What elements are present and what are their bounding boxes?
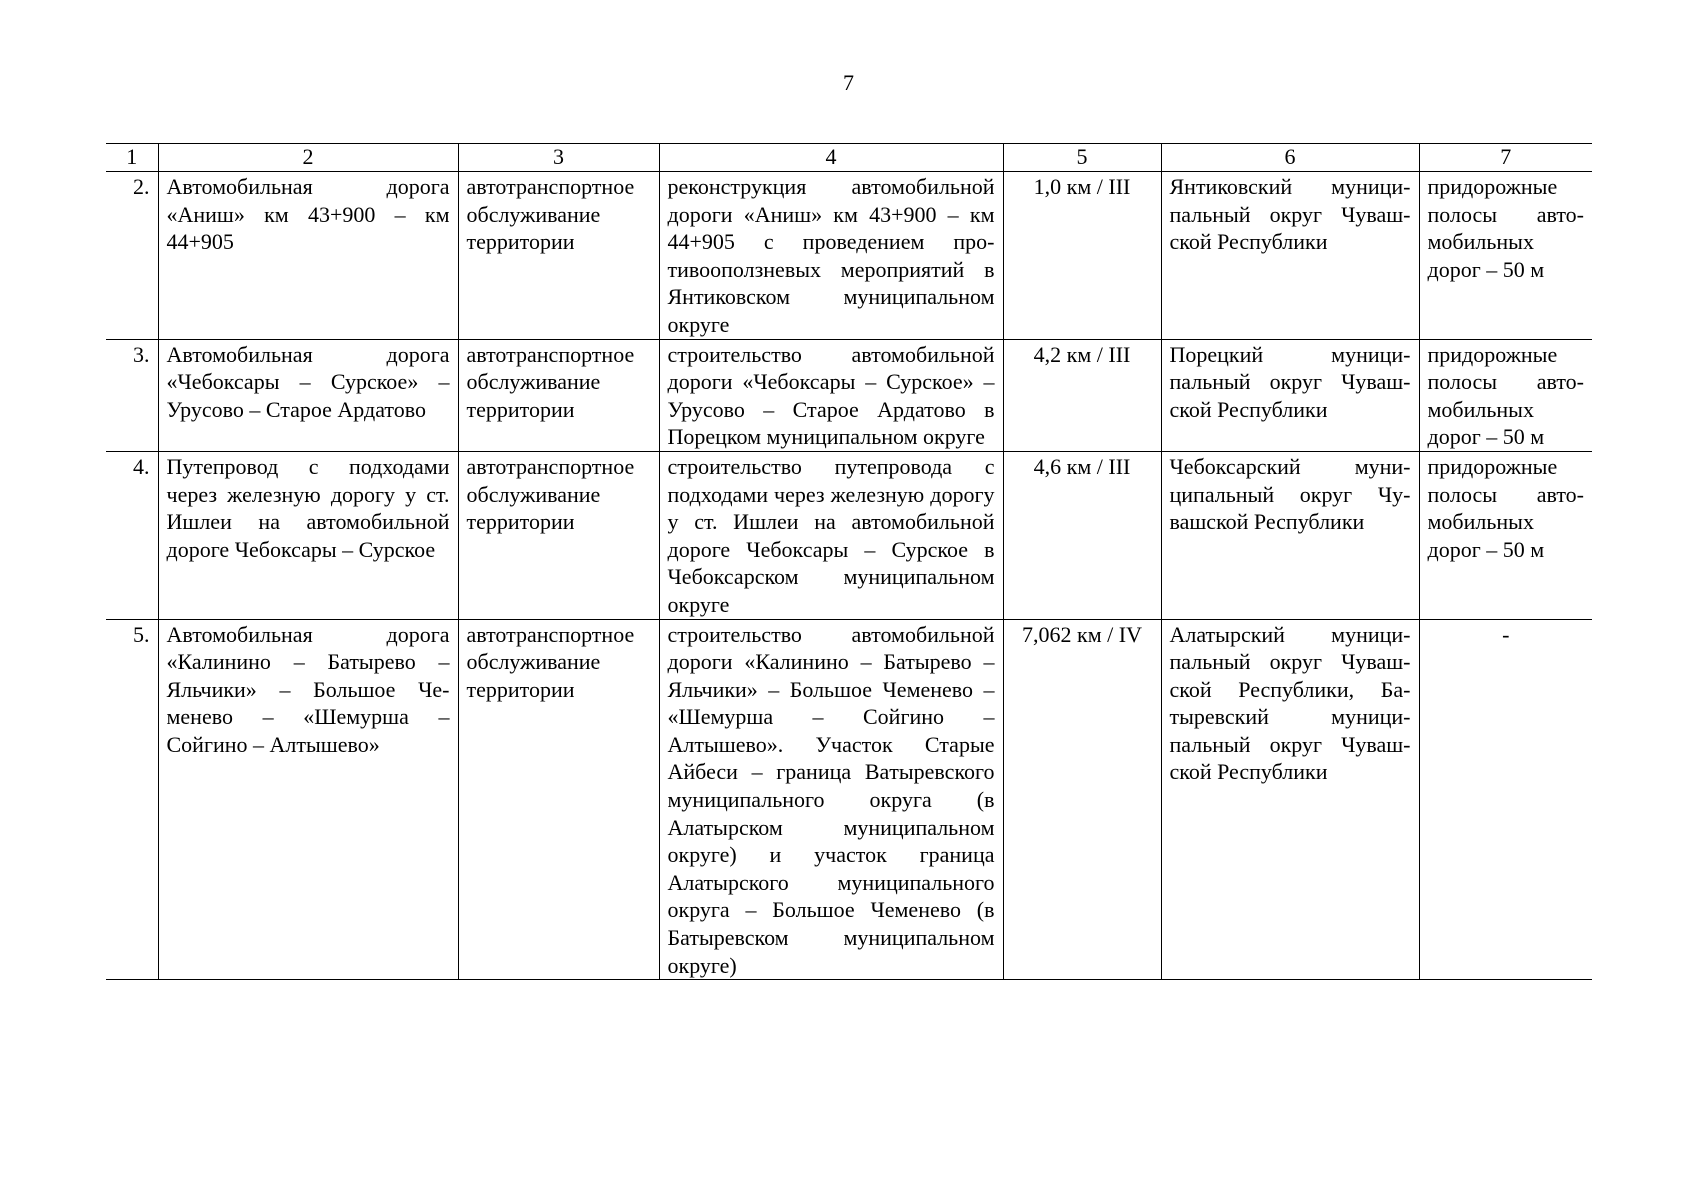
object-name: Автомобильная дорога «Чебоксары – Сурское» – Урусово – Старое Ардатово <box>158 339 458 451</box>
object-zone: придорожные полосы автомобильных дорог – 50 м <box>1419 172 1592 340</box>
object-location: Алатырский муниципальный округ Чувашской Республики, Батыревский муниципальный округ Чувашской Республики <box>1161 619 1419 980</box>
table-row <box>106 619 1592 980</box>
column-header: 5 <box>1003 144 1161 172</box>
object-purpose: автотранспортное обслуживание территории <box>458 619 659 980</box>
object-name: Автомобильная дорога «Аниш» км 43+900 – км 44+905 <box>158 172 458 340</box>
object-purpose: автотранспортное обслуживание территории <box>458 339 659 451</box>
object-name: Путепровод с подходами через железную дорогу у ст. Ишлеи на автомобильной дороге Чебоксары – Сурское <box>158 451 458 619</box>
object-location: Янтиковский муниципальный округ Чувашской Республики <box>1161 172 1419 340</box>
object-length: 7,062 км / IV <box>1003 619 1161 980</box>
column-header: 3 <box>458 144 659 172</box>
object-location: Чебоксарский муниципальный округ Чувашской Республики <box>1161 451 1419 619</box>
table-row <box>106 339 1592 451</box>
row-number: 3. <box>106 339 158 451</box>
object-length: 4,6 км / III <box>1003 451 1161 619</box>
table-row <box>106 172 1592 340</box>
object-description: строительство путепровода с подходами через железную дорогу у ст. Ишлеи на автомобильной дороге Чебоксары – Сурское в Чебоксарском муниципальном округе <box>659 451 1003 619</box>
objects-table <box>106 143 1592 980</box>
column-header: 6 <box>1161 144 1419 172</box>
object-description: реконструкция автомобильной дороги «Аниш» км 43+900 – км 44+905 с проведением противооползневых мероприятий в Янтиковском муниципальном округе <box>659 172 1003 340</box>
object-description: строительство автомобильной дороги «Калинино – Батырево – Яльчики» – Большое Чеменево – «Шемурша – Сойгино – Алтышево». Участок Старые Айбеси – граница Baтыревского муниципального округа (в Алатырском муниципальном округе) и участок граница Алатырского муниципального округа – Большое Чеменево (в Батыревском муниципальном округе) <box>659 619 1003 980</box>
object-location: Порецкий муниципальный округ Чувашской Республики <box>1161 339 1419 451</box>
object-zone: придорожные полосы автомобильных дорог – 50 м <box>1419 339 1592 451</box>
column-header: 2 <box>158 144 458 172</box>
row-number: 2. <box>106 172 158 340</box>
table-row <box>106 451 1592 619</box>
table-header-row <box>106 144 1592 172</box>
object-purpose: автотранспортное обслуживание территории <box>458 451 659 619</box>
row-number: 4. <box>106 451 158 619</box>
row-number: 5. <box>106 619 158 980</box>
column-header: 4 <box>659 144 1003 172</box>
page-number: 7 <box>843 70 854 95</box>
object-length: 1,0 км / III <box>1003 172 1161 340</box>
object-zone: - <box>1419 619 1592 980</box>
object-name: Автомобильная дорога «Калинино – Батырево – Яльчики» – Большое Чеменево – «Шемурша – Сойгино – Алтышево» <box>158 619 458 980</box>
object-length: 4,2 км / III <box>1003 339 1161 451</box>
object-purpose: автотранспортное обслуживание территории <box>458 172 659 340</box>
object-description: строительство автомобильной дороги «Чебоксары – Сурское» – Урусово – Старое Ардатово в Порецком муниципальном округе <box>659 339 1003 451</box>
column-header: 7 <box>1419 144 1592 172</box>
column-header: 1 <box>106 144 158 172</box>
object-zone: придорожные полосы автомобильных дорог – 50 м <box>1419 451 1592 619</box>
